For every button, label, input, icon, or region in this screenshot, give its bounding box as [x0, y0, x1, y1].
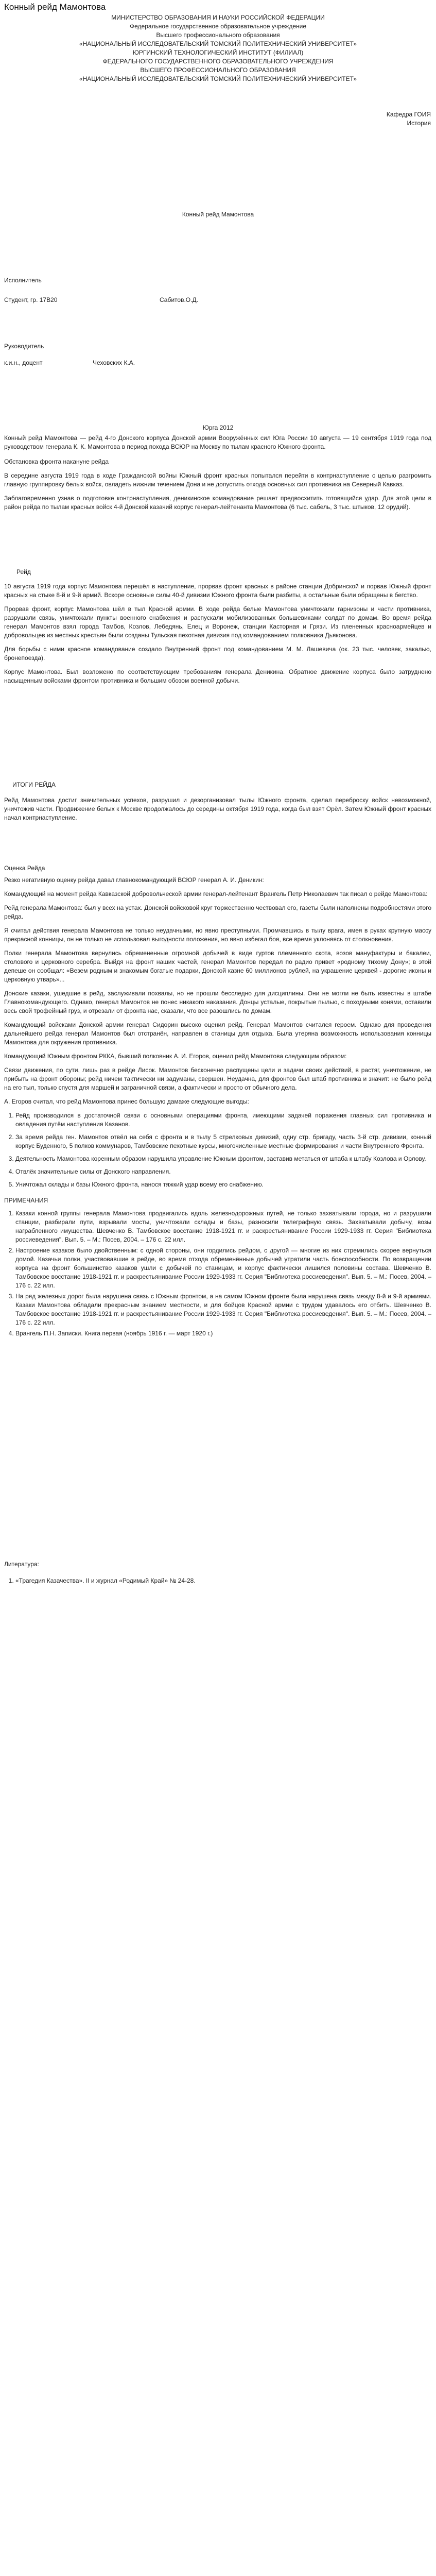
- department-label: Кафедра ГОИЯ: [386, 111, 431, 118]
- literature-item: 1. «Трагедия Казачества». II и журнал «Родимый Край» № 24-28.: [15, 1577, 431, 1585]
- supervisor-position: к.и.н., доцент: [4, 359, 43, 366]
- student-name: Сабитов.О.Д.: [160, 296, 198, 303]
- assessment-paragraph: Донские казаки, ушедшие в рейд, заслуживали похвалы, но не прошли бесследно для дисциплины. Они не могли не быть известны в штабе Главнокомандующего. Однако, генерал Мамонтов не понес никакого наказания. Донцы усталые, покрытые пылью, с походными конями, оставили весь свой трофейный груз, и отрезали от фронта нас, сказали, что все разошлись по домам.: [4, 990, 431, 1014]
- intro-paragraph: В середине августа 1919 года в ходе Гражданской войны Южный фронт красных попытался перейти в контрнаступление с целью разгромить главную группировку белых войск, овладеть нижним течением Дона и не допустить отхода основных сил противника на Северный Кавказ.: [4, 472, 431, 488]
- results-paragraph: Рейд Мамонтова достиг значительных успехов, разрушил и дезорганизовал тылы Южного фронта, сделал переброску войск невозможной, уничтожив части. Продвижение белых к Москве продолжалось до середины октября 1919 года, когда был взят Орёл. Затем Южный фронт красных начал контрнаступление.: [4, 796, 431, 821]
- raid-paragraph: 10 августа 1919 года корпус Мамонтова перешёл в наступление, прорвав фронт красных в районе станции Добринской и порвав Южный фронт красных на стыке 8-й и 9-й армий. Вскоре основные силы 40-й дивизии Южного фронта были разбиты, а остальные были обращены в бегство.: [4, 583, 431, 599]
- assessment-paragraph: Резко негативную оценку рейда давал главнокомандующий ВСЮР генерал А. И. Деникин:: [4, 876, 264, 884]
- note-item: 2. Настроение казаков было двойственным: с одной стороны, они гордились рейдом, с другой — многие из них стремились скорее вернуться домой. Казачьи полки, участвовавшие в рейде, во время отхода обременённые добычей утратили часть боеспособности. По возвращении корпуса на фронт большинство казаков ушли с добычей по станицам, и корпус фактически лишился половины состава. Шевченко В. Тамбовское восстание 1918-1921 гг. и раскрестьянивание России 1929-1933 гг. Серия "Библиотека россиеведения". Вып. 5. – М.: Посев, 2004. – 176 с. 22 илл.: [15, 1246, 431, 1290]
- page-title: Конный рейд Мамонтова: [4, 2, 106, 12]
- note-item: 1. Казаки конной группы генерала Мамонтова продвигались вдоль железнодорожных путей, не только захватывали города, но и разрушали станции, разбирали пути, взрывали мосты, уничтожали склады и базы, разносили телеграфную связь. Захватывали добычу, возы награбленного имущества. Шевченко В. Тамбовское восстание 1918-1921 гг. и раскрестьянивание России 1929-1933 гг. Серия "Библиотека россиеведения". Вып. 5. – М.: Посев, 2004. – 176 с. 22 илл.: [15, 1209, 431, 1244]
- raid-paragraph: Корпус Мамонтова. Был возложенo по соответствующим требованиям генерала Деникина. Обратное движение корпуса было затруднено насыщенным войсками фронтом противника и большим обозом военной добычи.: [4, 668, 431, 684]
- assessment-paragraph: Командующий войсками Донской армии генерал Сидорин высоко оценил рейд. Генерал Мамонтов считался героем. Однако для проведения дальнейшего рейда генерал Мамонтов был отстранён, направлен в станицы для отдыха. Была утеряна возможность использования конницы Мамонтова для окружения противника.: [4, 1021, 431, 1046]
- results-section: [4, 796, 431, 822]
- notes-heading: ПРИМЕЧАНИЯ: [4, 1197, 48, 1204]
- literature-list: [4, 1577, 431, 1585]
- student-label: Студент, гр. 17В20: [4, 296, 58, 303]
- list-item: 3. Деятельность Мамонтова коренным образом нарушила управление Южным фронтом, заставив метаться от штаба к штабу Козлова и Орлову.: [15, 1155, 431, 1163]
- header-line: МИНИСТЕРСТВО ОБРАЗОВАНИЯ И НАУКИ РОССИЙСКОЙ ФЕДЕРАЦИИ: [111, 14, 325, 21]
- raid-paragraph: Прорвав фронт, корпус Мамонтова шёл в тыл Красной армии. В ходе рейда белые Мамонтова уничтожали гарнизоны и части противника, разрушали связь, уничтожали пункты военного снабжения и распускали мобилизованных большевиками солдат по домам. Во время рейда генерал Мамонтов взял города Тамбов, Козлов, Лебедянь, Елец и Воронеж, станции Касторная и Грязи. Из плененных красноармейцев и добровольцев из местных крестьян были созданы Тульская пехотная дивизия под командованием полковника Дьяконова.: [4, 605, 431, 639]
- assessment-paragraph: Связи движения, по сути, лишь раз в рейде Лисок. Мамонтов бесконечно распущены цели и задачи своих действий, в растяг, уничтожение, не прибыть на фронт обороны; рейд ничем тактически ни задуманы, свершен. Неудачна, для фронтов был штаб противника и значит: не было рейд на его тыл, только спустя для маршей и заграничной связи, а фактически и просто от обычного дела.: [4, 1066, 431, 1091]
- header-line: ФЕДЕРАЛЬНОГО ГОСУДАРСТВЕННОГО ОБРАЗОВАТЕЛЬНОГО УЧРЕЖДЕНИЯ: [102, 58, 334, 65]
- raid-paragraph: Для борьбы с ними красное командование создало Внутренний фронт под командованием М. М. Лашевича (ок. 23 тыс. человек, закалью, бронепоезда).: [4, 646, 431, 662]
- header-line: ВЫСШЕГО ПРОФЕССИОНАЛЬНОГО ОБРАЗОВАНИЯ: [140, 66, 296, 74]
- header-line: ЮРГИНСКИЙ ТЕХНОЛОГИЧЕСКИЙ ИНСТИТУТ (ФИЛИАЛ): [132, 49, 304, 56]
- header-line: «НАЦИОНАЛЬНЫЙ ИССЛЕДОВАТЕЛЬСКИЙ ТОМСКИЙ ПОЛИТЕХНИЧЕСКИЙ УНИВЕРСИТЕТ»: [79, 75, 357, 82]
- assessment-section: [4, 876, 431, 1340]
- header-line: Федеральное государственное образовательное учреждение: [129, 23, 307, 30]
- institution-header: [0, 13, 436, 83]
- raid-effects-list: [4, 1111, 431, 1189]
- assessment-paragraph: Полки генерала Мамонтова вернулись обремененные огромной добычей в виде гуртов племенного скота, возов мануфактуры и бакалеи, столового и церковного серебра. Выйдя на фронт наших частей, генерал Мамонтов передал по радио привет «родному тихому Дону»; в этой депеше он сообщал: «Везем родным и знакомым богатые подарки, Донской казне 60 миллионов рублей, на украшение церквей - дорогие иконы и церковную утварь»...: [4, 950, 431, 983]
- list-item: 5. Уничтожал склады и базы Южного фронта, нанося тяжкий удар всему его снабжению.: [15, 1180, 431, 1189]
- work-title: Конный рейд Мамонтова: [182, 211, 254, 218]
- header-line: «НАЦИОНАЛЬНЫЙ ИССЛЕДОВАТЕЛЬСКИЙ ТОМСКИЙ ПОЛИТЕХНИЧЕСКИЙ УНИВЕРСИТЕТ»: [79, 40, 357, 47]
- list-item: 4. Отвлёк значительные силы от Донского направления.: [15, 1167, 431, 1176]
- notes-list: [4, 1209, 431, 1338]
- subject-label: История: [407, 120, 431, 127]
- raid-section: [4, 582, 431, 685]
- raid-heading: Рейд: [16, 568, 31, 575]
- assessment-heading: Оценка Рейда: [4, 865, 45, 872]
- supervisor-name: Чеховских К.А.: [93, 359, 135, 366]
- intro-paragraph: Конный рейд Мамонтова — рейд 4-го Донского корпуса Донской армии Вооружённых сил Юга России 10 августа — 19 сентября 1919 года под руководством генерала К. К. Мамонтова в период похода ВСЮР на Москву по тылам красного Южного фронта.: [4, 434, 431, 450]
- intro-section: [4, 434, 431, 512]
- note-item: 3. На ряд железных дорог была нарушена связь с Южным фронтом, а на самом Южном фронте была нарушена связь между 8-й и 9-й армиями. Казаки Мамонтова обладали прекрасным знанием местности, и для бойцов Красной армии с трудом удавалось его отбить. Шевченко В. Тамбовское восстание 1918-1921 гг. и раскрестьянивание России 1929-1933 гг. Серия "Библиотека россиеведения". Вып. 5. – М.: Посев, 2004. – 176 с. 22 илл.: [15, 1292, 431, 1327]
- results-heading: ИТОГИ РЕЙДА: [12, 781, 56, 788]
- literature-section: [4, 1577, 431, 1587]
- front-situation-heading: Обстановка фронта накануне рейда: [4, 458, 109, 465]
- executor-label: Исполнитель: [4, 277, 42, 284]
- intro-paragraph: Заблаговременно узнав о подготовке контрнаступления, деникинское командование решает предвосхитить готовящийся удар. Для этой цели в район рейда по тылам красных войск 4-й Донской казачий корпус генерал-лейтенанта Мамонтова (6 тыс. сабель, 3 тыс. штыков, 12 орудий).: [4, 495, 431, 511]
- assessment-paragraph: А. Егоров считал, что рейд Мамонтова принес большую дамаже следующие выгоды:: [4, 1098, 249, 1105]
- assessment-paragraph: Командующий Южным фронтом РККА, бывший полковник А. И. Егоров, оценил рейд Мамонтова следующим образом:: [4, 1053, 347, 1060]
- city-year: Юрга 2012: [202, 424, 234, 431]
- literature-heading: Литература:: [4, 1561, 39, 1568]
- header-line: Высшего профессионального образования: [156, 31, 280, 39]
- supervisor-label: Руководитель: [4, 343, 44, 350]
- list-item: 2. За время рейда ген. Мамонтов отвёл на себя с фронта и в тылу 5 стрелковых дивизий, одну стр. бригаду, часть 3-й стр. дивизии, конный корпус Буденного, 5 полков коммунаров, Тамбовские пехотные курсы, многочисленные местные формирования и части Внутреннего Фронта.: [15, 1133, 431, 1150]
- assessment-paragraph: Рейд генерала Мамонтова: был у всех на устах. Донской войсковой круг торжественно чествовал его, газеты были наполнены подробностями этого рейда.: [4, 904, 431, 920]
- list-item: 1. Рейд производился в достаточной связи с основными операциями фронта, имеющими задачей поражения главных сил противника и овладения путём наступления Казанов.: [15, 1111, 431, 1129]
- note-item: 4. Врангель П.Н. Записки. Книга первая (ноябрь 1916 г. — март 1920 г.): [15, 1329, 431, 1338]
- assessment-paragraph: Я считал действия генерала Мамонтова не только неудачными, но явно преступными. Промчавшись в тылу врага, имея в руках крупную массу прекрасной конницы, он не только не использовал выгодности положения, но явно избегал боя, все время уклоняясь от столкновения.: [4, 927, 431, 943]
- assessment-paragraph: Командующий на момент рейда Кавказской добровольческой армии генерал-лейтенант Врангель Петр Николаевич так писал о рейде Мамонтова:: [4, 890, 428, 897]
